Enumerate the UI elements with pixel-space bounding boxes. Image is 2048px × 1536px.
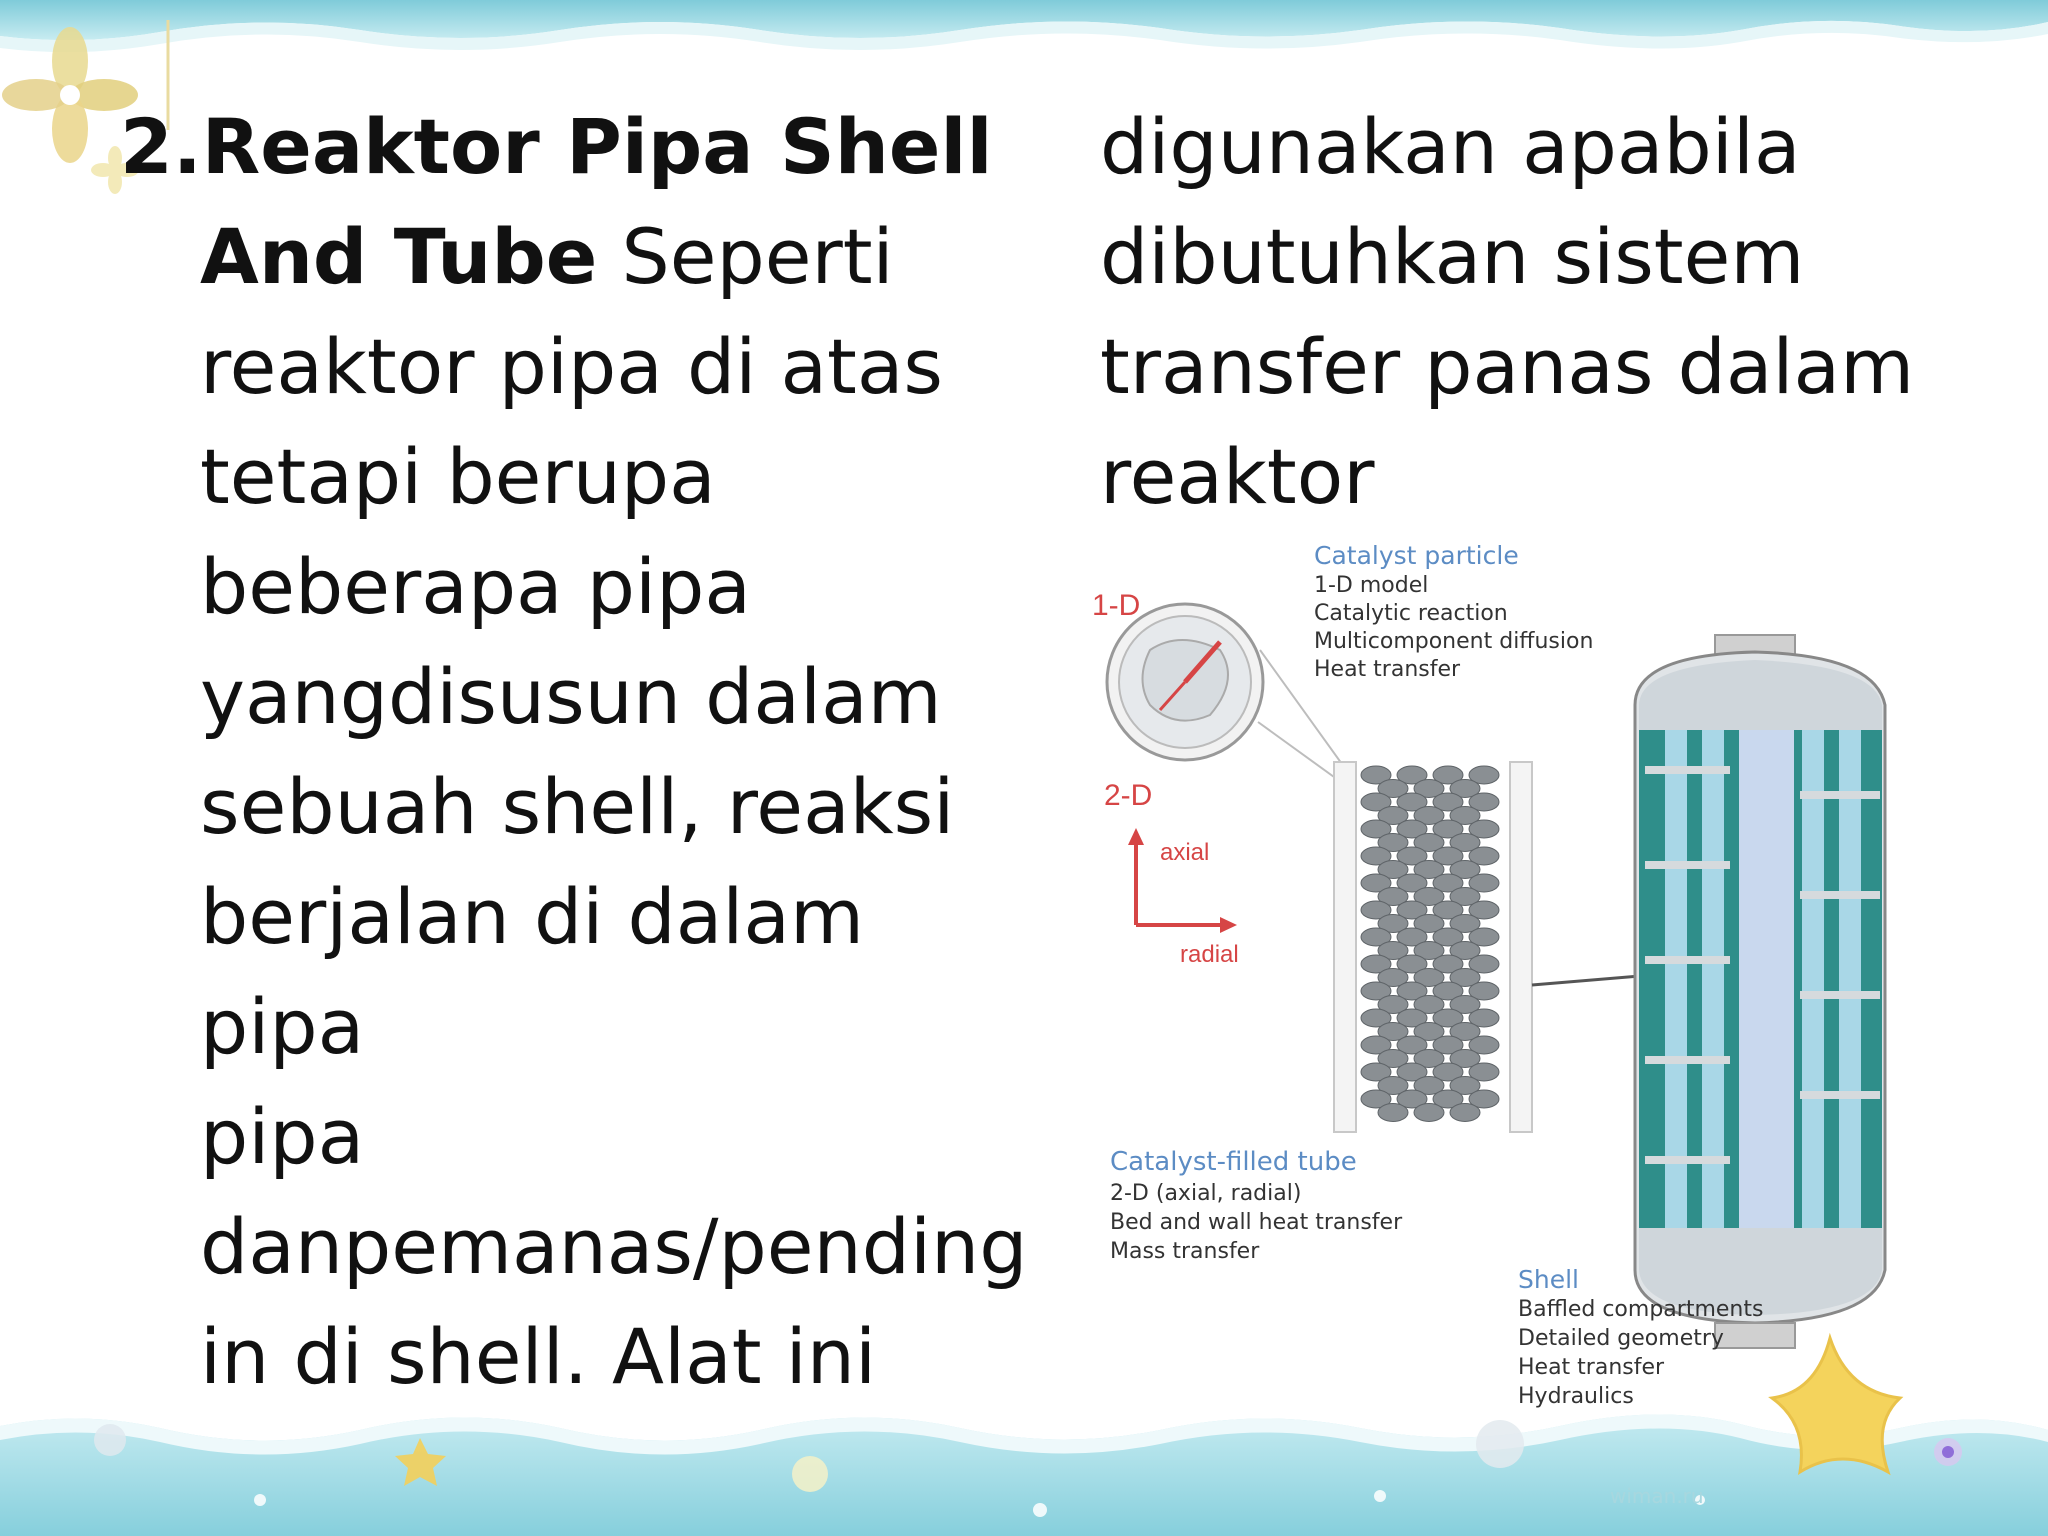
body-line-right: reaktor [1100, 432, 1375, 521]
axis-radial-label: radial [1180, 941, 1239, 968]
shell-title: Shell [1518, 1265, 1579, 1294]
body-line: danpemanas/pending [200, 1202, 1028, 1291]
left-text-column [120, 92, 1050, 1412]
catalyst-particle-title: Catalyst particle [1314, 541, 1519, 570]
shell-and-tube-reactor-diagram [1080, 530, 1980, 1420]
body-line-2-rest: Seperti [597, 212, 894, 301]
shell-vessel [1635, 635, 1885, 1348]
shell-item: Detailed geometry [1518, 1326, 1724, 1351]
body-line-right: transfer panas dalam [1100, 322, 1915, 411]
body-line: reaktor pipa di atas [200, 322, 944, 411]
body-line: tetapi berupa [200, 432, 716, 521]
watermark: wiman.ru [1610, 1484, 1704, 1508]
body-line: yangdisusun dalam [200, 652, 942, 741]
body-paragraph-left [120, 92, 1050, 1412]
body-line: berjalan di dalam pipa [200, 872, 864, 1071]
catalyst-sphere [1414, 1104, 1444, 1122]
body-line: pipa [200, 1092, 365, 1181]
catalyst-filled-tube [1334, 762, 1532, 1132]
shell-item: Heat transfer [1518, 1355, 1665, 1380]
catalyst-sphere [1378, 1104, 1408, 1122]
catalyst-sphere [1450, 1104, 1480, 1122]
shell-item: Hydraulics [1518, 1384, 1634, 1409]
body-line: beberapa pipa [200, 542, 751, 631]
catalyst-tube-item: 2-D (axial, radial) [1110, 1181, 1302, 1206]
body-line: sebuah shell, reaksi [200, 762, 955, 851]
label-1d: 1-D [1092, 589, 1141, 622]
body-line-right: digunakan apabila [1100, 102, 1801, 191]
reactor-title-line2: And Tube [200, 212, 598, 301]
catalyst-particle-item: Heat transfer [1314, 657, 1461, 682]
catalyst-particle-labels [1314, 541, 1593, 682]
body-line-right: dibutuhkan sistem [1100, 212, 1805, 301]
catalyst-tube-title: Catalyst-filled tube [1110, 1147, 1357, 1177]
catalyst-spheres [1361, 766, 1499, 1122]
item-number: 2. [120, 102, 202, 191]
catalyst-particle-icon [1107, 604, 1263, 760]
right-text-column [1100, 92, 2000, 532]
catalyst-tube-labels [1110, 1147, 1403, 1264]
catalyst-tube-item: Bed and wall heat transfer [1110, 1210, 1403, 1235]
label-2d: 2-D [1104, 779, 1153, 812]
catalyst-particle-item: Multicomponent diffusion [1314, 629, 1594, 654]
axis-axial-label: axial [1160, 839, 1210, 866]
catalyst-tube-item: Mass transfer [1110, 1239, 1260, 1264]
body-line: in di shell. Alat ini [200, 1312, 877, 1401]
reactor-title-line1: Reaktor Pipa Shell [201, 102, 993, 191]
catalyst-particle-item: Catalytic reaction [1314, 601, 1508, 626]
shell-item: Baffled compartments [1518, 1297, 1764, 1322]
catalyst-particle-item: 1-D model [1314, 573, 1429, 598]
